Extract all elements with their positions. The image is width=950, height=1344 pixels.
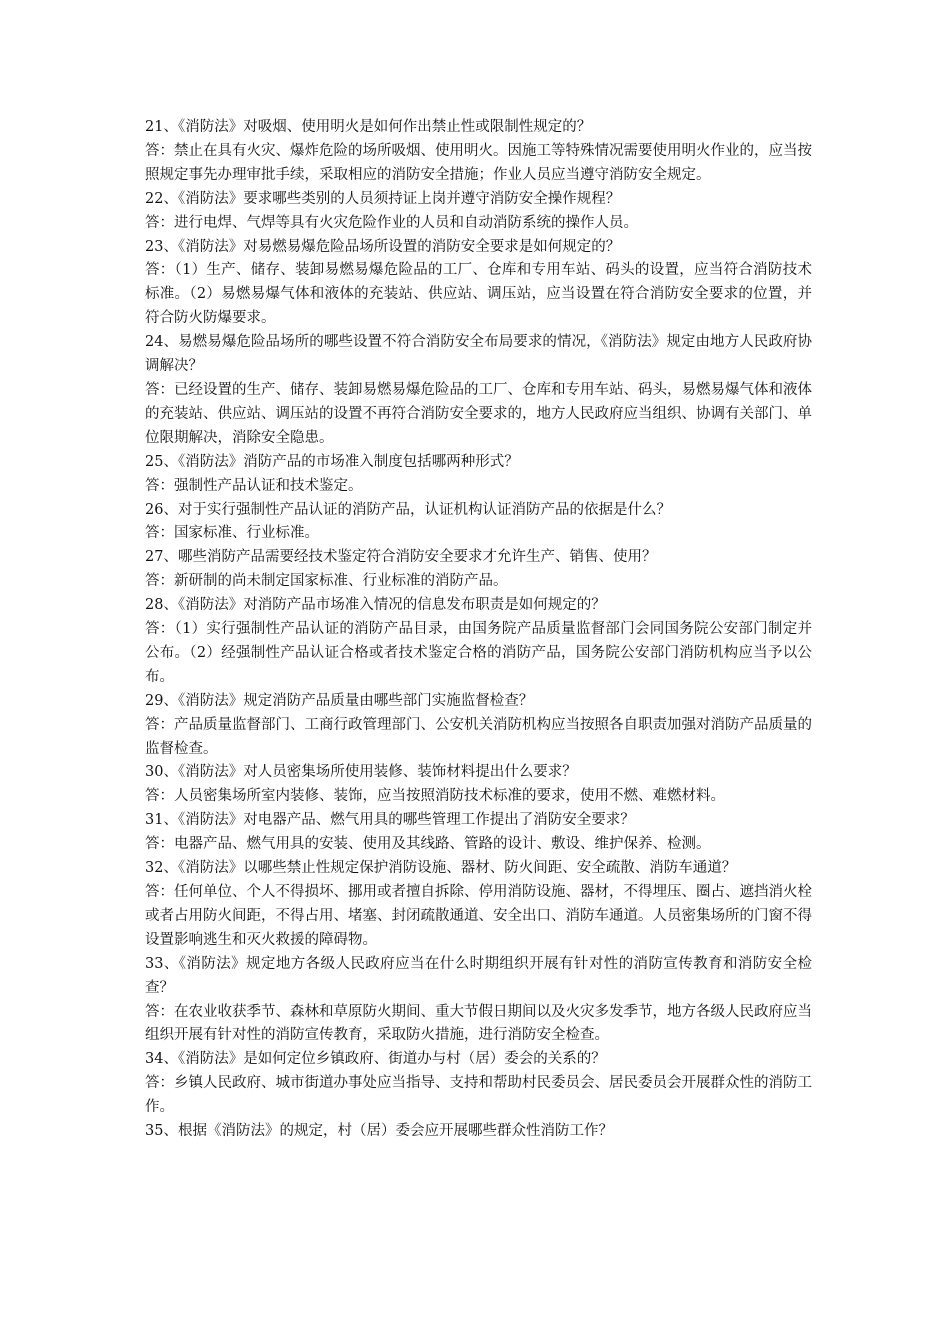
question-22: 22、《消防法》要求哪些类别的人员须持证上岗并遵守消防安全操作规程？ — [145, 190, 621, 207]
question-26: 26、对于实行强制性产品认证的消防产品，认证机构认证消防产品的依据是什么？ — [145, 501, 671, 518]
answer-25: 答：强制性产品认证和技术鉴定。 — [145, 477, 363, 494]
question-33: 33、《消防法》规定地方各级人民政府应当在什么时期组织开展有针对性的消防宣传教育和消防安全检查？ — [145, 955, 812, 996]
answer-28: 答：（1）实行强制性产品认证的消防产品目录，由国务院产品质量监督部门会同国务院公安部门制定并公布。（2）经强制性产品认证合格或者技术鉴定合格的消防产品，国务院公安部门消防机构应当予以公布。 — [145, 621, 812, 685]
answer-33: 答：在农业收获季节、森林和草原防火期间、重大节假日期间以及火灾多发季节，地方各级人民政府应当组织开展有针对性的消防宣传教育，采取防火措施，进行消防安全检查。 — [145, 1003, 812, 1044]
question-24: 24、易燃易爆危险品场所的哪些设置不符合消防安全布局要求的情况，《消防法》规定由地方人民政府协调解决？ — [145, 334, 812, 375]
question-32: 32、《消防法》以哪些禁止性规定保护消防设施、器材、防火间距、安全疏散、消防车通道？ — [145, 860, 737, 877]
question-28: 28、《消防法》对消防产品市场准入情况的信息发布职责是如何规定的？ — [145, 597, 606, 614]
question-21: 21、《消防法》对吸烟、使用明火是如何作出禁止性或限制性规定的？ — [145, 119, 592, 135]
answer-21: 答：禁止在具有火灾、爆炸危险的场所吸烟、使用明火。因施工等特殊情况需要使用明火作业的，应当按照规定事先办理审批手续，采取相应的消防安全措施；作业人员应当遵守消防安全规定。 — [145, 142, 812, 183]
question-31: 31、《消防法》对电器产品、燃气用具的哪些管理工作提出了消防安全要求？ — [145, 812, 635, 829]
answer-26: 答：国家标准、行业标准。 — [145, 525, 319, 542]
answer-23: 答：（1）生产、储存、装卸易燃易爆危险品的工厂、仓库和专用车站、码头的设置，应当符合消防技术标准。（2）易燃易爆气体和液体的充装站、供应站、调压站，应当设置在符合消防安全要求的位置，并符合防火防爆要求。 — [145, 262, 812, 327]
question-29: 29、《消防法》规定消防产品质量由哪些部门实施监督检查？ — [145, 692, 534, 709]
answer-24: 答：已经设置的生产、储存、装卸易燃易爆危险品的工厂、仓库和专用车站、码头，易燃易爆气体和液体的充装站、供应站、调压站的设置不再符合消防安全要求的，地方人民政府应当组织、协调有关部门、单位限期解决，消除安全隐患。 — [145, 381, 812, 446]
question-27: 27、哪些消防产品需要经技术鉴定符合消防安全要求才允许生产、销售、使用？ — [145, 549, 657, 566]
answer-30: 答：人员密集场所室内装修、装饰，应当按照消防技术标准的要求，使用不燃、难燃材料。 — [145, 788, 725, 805]
question-30: 30、《消防法》对人员密集场所使用装修、装饰材料提出什么要求？ — [145, 764, 577, 781]
answer-22: 答：进行电焊、气焊等具有火灾危险作业的人员和自动消防系统的操作人员。 — [145, 214, 638, 231]
document-page — [145, 116, 812, 1144]
answer-29: 答：产品质量监督部门、工商行政管理部门、公安机关消防机构应当按照各自职责加强对消防产品质量的监督检查。 — [145, 716, 812, 757]
question-35: 35、根据《消防法》的规定，村（居）委会应开展哪些群众性消防工作？ — [145, 1123, 613, 1140]
answer-34: 答：乡镇人民政府、城市街道办事处应当指导、支持和帮助村民委员会、居民委员会开展群众性的消防工作。 — [145, 1075, 812, 1116]
answer-31: 答：电器产品、燃气用具的安装、使用及其线路、管路的设计、敷设、维护保养、检测。 — [145, 836, 711, 853]
answer-32: 答：任何单位、个人不得损坏、挪用或者擅自拆除、停用消防设施、器材，不得埋压、圈占、遮挡消火栓或者占用防火间距，不得占用、堵塞、封闭疏散通道、安全出口、消防车通道。人员密集场所的门窗不得设置影响逃生和灭火救援的障碍物。 — [145, 884, 812, 948]
question-25: 25、《消防法》消防产品的市场准入制度包括哪两种形式？ — [145, 453, 519, 470]
question-23: 23、《消防法》对易燃易爆危险品场所设置的消防安全要求是如何规定的？ — [145, 238, 621, 255]
answer-27: 答：新研制的尚未制定国家标准、行业标准的消防产品。 — [145, 573, 508, 590]
question-34: 34、《消防法》是如何定位乡镇政府、街道办与村（居）委会的关系的？ — [145, 1051, 606, 1068]
